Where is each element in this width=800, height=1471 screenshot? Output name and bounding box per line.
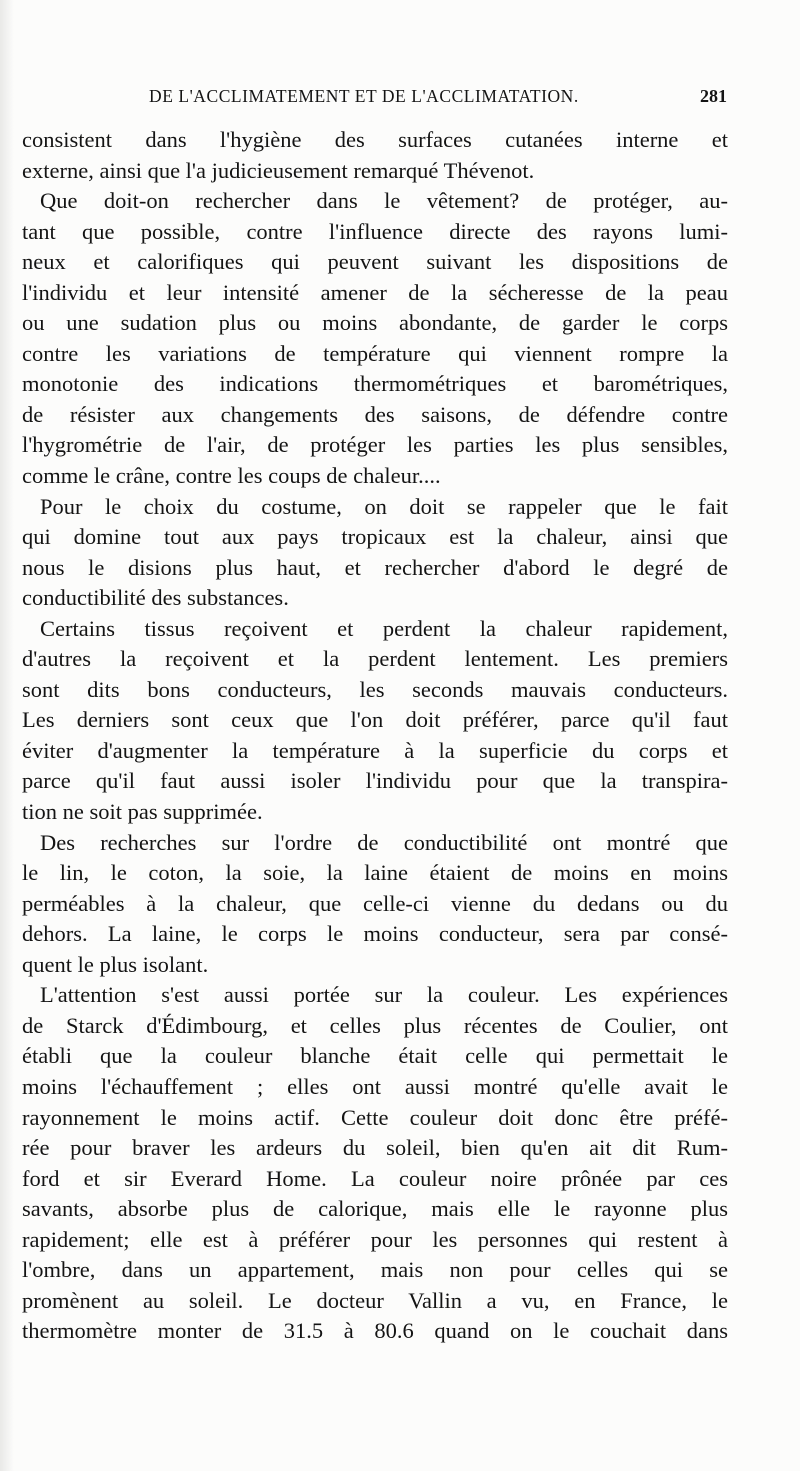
text-line: l'hygrométrie de l'air, de protéger les parties les plus sensibles,: [22, 432, 728, 458]
text-line: promènent au soleil. Le docteur Vallin a vu, en France, le: [22, 1287, 728, 1313]
text-line: savants, absorbe plus de calorique, mais elle le rayonne plus: [22, 1196, 728, 1222]
text-line: de résister aux changements des saisons, de défendre contre: [22, 401, 728, 427]
text-line: sont dits bons conducteurs, les seconds mauvais conducteurs.: [22, 676, 728, 702]
page-header: [149, 86, 727, 116]
text-line: comme le crâne, contre les coups de chaleur....: [22, 463, 441, 489]
text-line: nous le disions plus haut, et rechercher d'abord le degré de: [22, 554, 728, 580]
text-line: le lin, le coton, la soie, la laine étaient de moins en moins: [22, 860, 728, 886]
text-line: parce qu'il faut aussi isoler l'individu pour que la transpira-: [22, 768, 728, 794]
page-gutter-shadow: [0, 0, 14, 1471]
page-number: 281: [700, 86, 727, 106]
text-line: thermomètre monter de 31.5 à 80.6 quand on le couchait dans: [22, 1318, 728, 1344]
text-line: Les derniers sont ceux que l'on doit préférer, parce qu'il faut: [22, 707, 728, 733]
text-line: consistent dans l'hygiène des surfaces cutanées interne et: [22, 127, 728, 152]
text-line: rée pour braver les ardeurs du soleil, bien qu'en ait dit Rum-: [22, 1135, 728, 1161]
text-line: quent le plus isolant.: [22, 951, 209, 977]
text-line: éviter d'augmenter la température à la superficie du corps et: [22, 737, 728, 763]
text-line: l'ombre, dans un appartement, mais non pour celles qui se: [22, 1257, 728, 1283]
text-line: perméables à la chaleur, que celle-ci vienne du dedans ou du: [22, 890, 728, 916]
body-text: [22, 125, 728, 1347]
text-line: rayonnement le moins actif. Cette couleur doit donc être préfé-: [22, 1104, 728, 1130]
text-line: ou une sudation plus ou moins abondante, de garder le corps: [22, 310, 728, 336]
text-line: d'autres la reçoivent et la perdent lentement. Les premiers: [22, 646, 728, 672]
text-line: l'individu et leur intensité amener de la sécheresse de la peau: [22, 279, 728, 305]
text-line: Certains tissus reçoivent et perdent la chaleur rapidement,: [40, 615, 728, 641]
text-line: Que doit-on rechercher dans le vêtement? de protéger, au-: [40, 188, 728, 214]
text-line: ford et sir Everard Home. La couleur noire prônée par ces: [22, 1165, 728, 1191]
text-line: moins l'échauffement ; elles ont aussi montré qu'elle avait le: [22, 1073, 728, 1099]
text-line: neux et calorifiques qui peuvent suivant les dispositions de: [22, 249, 728, 275]
text-line: externe, ainsi que l'a judicieusement remarqué Thévenot.: [22, 157, 535, 183]
text-line: Des recherches sur l'ordre de conductibilité ont montré que: [40, 829, 728, 855]
text-line: établi que la couleur blanche était celle qui permettait le: [22, 1043, 728, 1069]
text-line: rapidement; elle est à préférer pour les personnes qui restent à: [22, 1226, 728, 1252]
text-line: dehors. La laine, le corps le moins conducteur, sera par consé-: [22, 921, 728, 947]
text-line: contre les variations de température qui viennent rompre la: [22, 340, 728, 366]
text-line: tant que possible, contre l'influence directe des rayons lumi-: [22, 218, 728, 244]
text-line: monotonie des indications thermométriques et barométriques,: [22, 371, 728, 397]
text-line: L'attention s'est aussi portée sur la couleur. Les expériences: [40, 982, 728, 1008]
text-line: qui domine tout aux pays tropicaux est la chaleur, ainsi que: [22, 524, 728, 550]
text-line: de Starck d'Édimbourg, et celles plus récentes de Coulier, ont: [22, 1012, 728, 1038]
text-line: Pour le choix du costume, on doit se rappeler que le fait: [40, 493, 728, 519]
text-line: tion ne soit pas supprimée.: [22, 799, 263, 825]
text-line: conductibilité des substances.: [22, 585, 289, 611]
running-head: DE L'ACCLIMATEMENT ET DE L'ACCLIMATATION.: [149, 86, 579, 106]
